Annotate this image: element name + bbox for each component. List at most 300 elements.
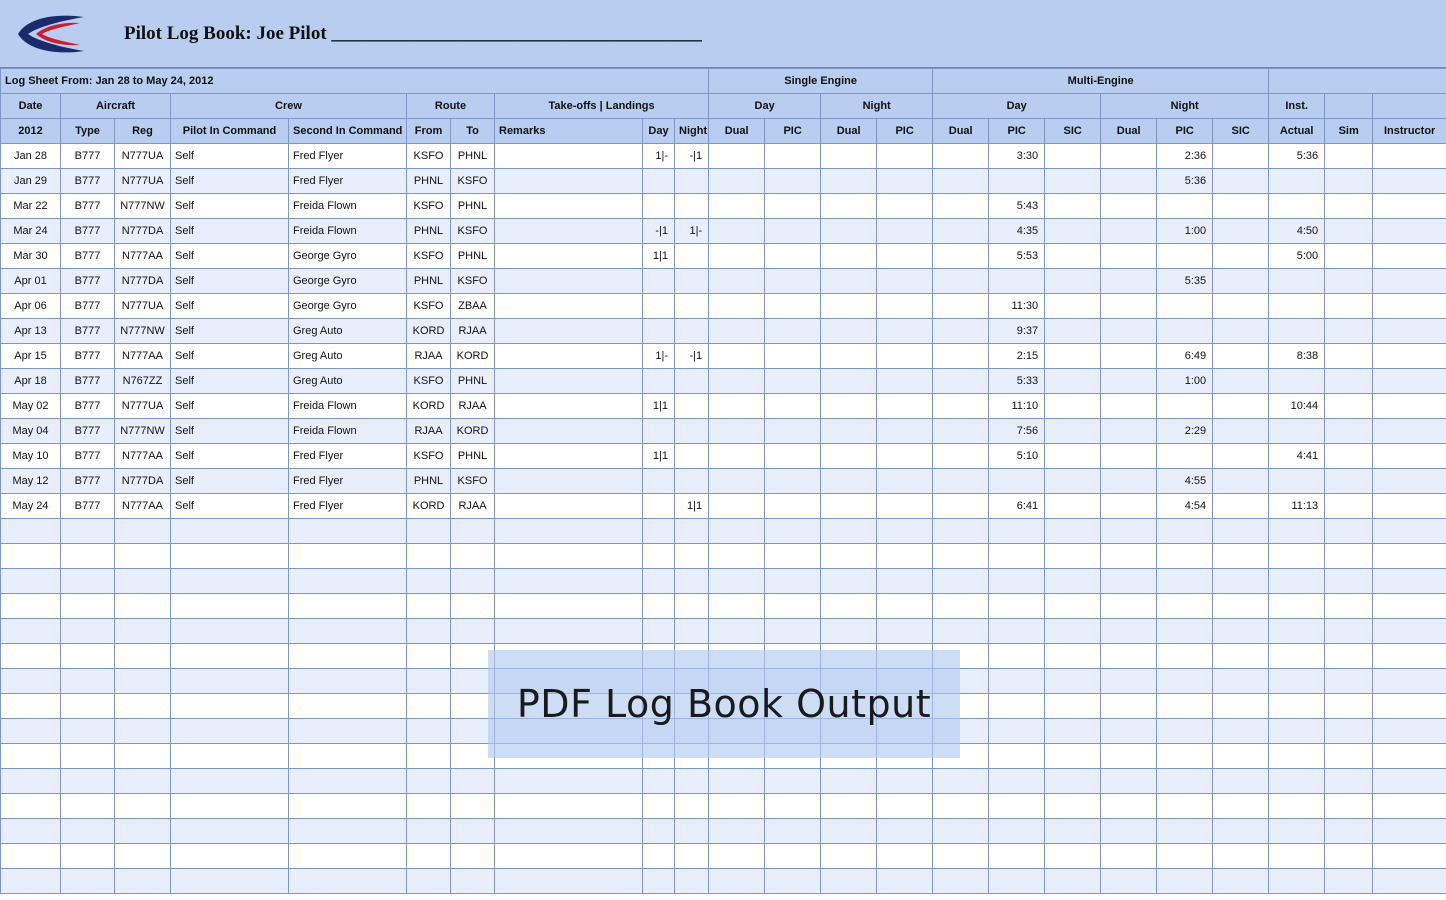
col-me-day-dual: Dual [933, 119, 989, 144]
table-row-empty[interactable] [1, 794, 1446, 819]
cell-type: B777 [61, 294, 115, 319]
cell-se-night-dual [821, 469, 877, 494]
cell-empty [709, 744, 765, 769]
cell-to: KSFO [451, 469, 495, 494]
cell-empty [1213, 819, 1269, 844]
cell-empty [1269, 644, 1325, 669]
cell-empty [643, 544, 675, 569]
cell-empty [1269, 694, 1325, 719]
cell-second-in-command: Fred Flyer [289, 144, 407, 169]
cell-to: RJAA [451, 319, 495, 344]
cell-se-night-dual [821, 394, 877, 419]
cell-tl-day: 1|1 [643, 444, 675, 469]
group-me-night: Night [1101, 94, 1269, 119]
table-row[interactable] [1, 194, 1446, 219]
cell-inst-actual: 11:13 [1269, 494, 1325, 519]
cell-me-day-dual [933, 469, 989, 494]
cell-remarks [495, 319, 643, 344]
cell-pilot-in-command: Self [171, 319, 289, 344]
table-row-empty[interactable] [1, 744, 1446, 769]
cell-inst-sim [1325, 469, 1373, 494]
cell-from: KORD [407, 319, 451, 344]
cell-to: RJAA [451, 394, 495, 419]
cell-from: PHNL [407, 469, 451, 494]
cell-me-night-pic [1157, 294, 1213, 319]
cell-empty [989, 794, 1045, 819]
col-second-in-command: Second In Command [289, 119, 407, 144]
cell-empty [451, 619, 495, 644]
table-row-empty[interactable] [1, 769, 1446, 794]
cell-me-day-sic [1045, 219, 1101, 244]
cell-to: KORD [451, 344, 495, 369]
cell-empty [821, 844, 877, 869]
group-header-row [1, 94, 1446, 119]
cell-se-night-dual [821, 294, 877, 319]
cell-empty [1, 819, 61, 844]
cell-empty [1373, 794, 1446, 819]
cell-me-day-dual [933, 369, 989, 394]
cell-se-night-dual [821, 144, 877, 169]
cell-empty [1373, 744, 1446, 769]
cell-empty [989, 544, 1045, 569]
cell-empty [1269, 844, 1325, 869]
cell-empty [61, 744, 115, 769]
col-instructor: Instructor [1373, 119, 1446, 144]
group-blank-instructor [1373, 94, 1446, 119]
cell-tl-day [643, 294, 675, 319]
cell-remarks [495, 294, 643, 319]
cell-empty [765, 769, 821, 794]
cell-empty [1101, 569, 1157, 594]
cell-empty [765, 744, 821, 769]
cell-empty [709, 719, 765, 744]
cell-empty [933, 769, 989, 794]
cell-me-night-pic: 2:29 [1157, 419, 1213, 444]
watermark-label: PDF Log Book Output [516, 682, 932, 726]
cell-se-night-dual [821, 369, 877, 394]
cell-tl-night [675, 269, 709, 294]
cell-se-day-pic [765, 194, 821, 219]
cell-se-night-pic [877, 369, 933, 394]
cell-empty [171, 619, 289, 644]
cell-empty [989, 694, 1045, 719]
table-row[interactable] [1, 344, 1446, 369]
cell-empty [495, 694, 643, 719]
cell-date: Mar 22 [1, 194, 61, 219]
cell-empty [821, 769, 877, 794]
cell-empty [1, 569, 61, 594]
table-row[interactable] [1, 244, 1446, 269]
cell-empty [1045, 869, 1101, 894]
cell-empty [115, 594, 171, 619]
cell-from: KORD [407, 394, 451, 419]
cell-se-night-dual [821, 419, 877, 444]
cell-empty [933, 569, 989, 594]
cell-empty [289, 769, 407, 794]
cell-empty [933, 869, 989, 894]
cell-inst-sim [1325, 394, 1373, 419]
cell-me-night-dual [1101, 194, 1157, 219]
cell-me-day-sic [1045, 294, 1101, 319]
cell-empty [1213, 619, 1269, 644]
cell-empty [933, 719, 989, 744]
cell-tl-day: 1|1 [643, 244, 675, 269]
cell-empty [289, 844, 407, 869]
cell-me-night-dual [1101, 469, 1157, 494]
cell-empty [1373, 844, 1446, 869]
cell-empty [1213, 694, 1269, 719]
cell-inst-sim [1325, 169, 1373, 194]
cell-empty [989, 519, 1045, 544]
cell-empty [495, 544, 643, 569]
cell-empty [1, 594, 61, 619]
cell-empty [1269, 569, 1325, 594]
cell-empty [1101, 594, 1157, 619]
cell-type: B777 [61, 194, 115, 219]
cell-me-night-pic [1157, 394, 1213, 419]
table-row-empty[interactable] [1, 619, 1446, 644]
cell-se-day-dual [709, 269, 765, 294]
cell-empty [1325, 769, 1373, 794]
cell-empty [709, 569, 765, 594]
cell-me-day-sic [1045, 269, 1101, 294]
cell-empty [675, 794, 709, 819]
cell-empty [289, 719, 407, 744]
table-row-empty[interactable] [1, 569, 1446, 594]
cell-me-day-pic: 5:43 [989, 194, 1045, 219]
cell-se-day-dual [709, 294, 765, 319]
cell-empty [1373, 544, 1446, 569]
band-blank [1269, 69, 1446, 94]
cell-se-day-dual [709, 319, 765, 344]
table-row-empty[interactable] [1, 819, 1446, 844]
cell-empty [709, 819, 765, 844]
cell-tl-day [643, 494, 675, 519]
cell-empty [171, 569, 289, 594]
cell-remarks [495, 244, 643, 269]
table-row[interactable] [1, 169, 1446, 194]
cell-empty [1373, 869, 1446, 894]
cell-empty [1101, 519, 1157, 544]
cell-empty [933, 819, 989, 844]
cell-empty [765, 669, 821, 694]
cell-empty [1325, 619, 1373, 644]
cell-reg: N777AA [115, 494, 171, 519]
cell-se-night-dual [821, 344, 877, 369]
cell-empty [1213, 594, 1269, 619]
cell-empty [709, 594, 765, 619]
cell-inst-actual: 5:36 [1269, 144, 1325, 169]
cell-remarks [495, 444, 643, 469]
cell-type: B777 [61, 469, 115, 494]
cell-me-night-sic [1213, 319, 1269, 344]
cell-empty [1045, 744, 1101, 769]
logbook-rows [1, 144, 1446, 894]
cell-empty [765, 694, 821, 719]
cell-me-night-sic [1213, 294, 1269, 319]
cell-empty [1269, 594, 1325, 619]
cell-me-night-pic: 1:00 [1157, 219, 1213, 244]
cell-empty [1157, 519, 1213, 544]
table-row[interactable] [1, 219, 1446, 244]
cell-empty [451, 694, 495, 719]
cell-empty [171, 844, 289, 869]
cell-tl-day: 1|- [643, 144, 675, 169]
cell-to: PHNL [451, 444, 495, 469]
col-tl-night: Night [675, 119, 709, 144]
cell-reg: N777AA [115, 444, 171, 469]
group-inst: Inst. [1269, 94, 1325, 119]
cell-me-day-dual [933, 194, 989, 219]
cell-me-day-dual [933, 394, 989, 419]
cell-se-day-dual [709, 219, 765, 244]
table-row[interactable] [1, 419, 1446, 444]
cell-se-day-pic [765, 444, 821, 469]
cell-empty [709, 694, 765, 719]
cell-empty [495, 719, 643, 744]
cell-empty [171, 769, 289, 794]
cell-empty [1325, 594, 1373, 619]
cell-me-night-dual [1101, 244, 1157, 269]
cell-se-day-pic [765, 269, 821, 294]
log-sheet-range: Log Sheet From: Jan 28 to May 24, 2012 [1, 69, 709, 94]
cell-date: Apr 15 [1, 344, 61, 369]
cell-se-night-pic [877, 294, 933, 319]
table-row[interactable] [1, 394, 1446, 419]
cell-empty [821, 569, 877, 594]
table-row-empty[interactable] [1, 719, 1446, 744]
cell-se-day-pic [765, 344, 821, 369]
cell-me-night-dual [1101, 494, 1157, 519]
table-row-empty[interactable] [1, 644, 1446, 669]
cell-second-in-command: Fred Flyer [289, 444, 407, 469]
cell-empty [1, 844, 61, 869]
cell-empty [1325, 544, 1373, 569]
cell-empty [1101, 819, 1157, 844]
cell-empty [1045, 794, 1101, 819]
cell-empty [61, 619, 115, 644]
cell-empty [675, 869, 709, 894]
cell-empty [821, 544, 877, 569]
cell-to: RJAA [451, 494, 495, 519]
cell-inst-actual [1269, 419, 1325, 444]
cell-empty [407, 644, 451, 669]
cell-from: RJAA [407, 419, 451, 444]
cell-empty [989, 569, 1045, 594]
cell-empty [765, 869, 821, 894]
cell-se-night-dual [821, 444, 877, 469]
group-se-night: Night [821, 94, 933, 119]
cell-empty [1157, 819, 1213, 844]
cell-pilot-in-command: Self [171, 344, 289, 369]
cell-empty [877, 594, 933, 619]
cell-empty [451, 794, 495, 819]
cell-empty [1269, 719, 1325, 744]
cell-empty [1157, 694, 1213, 719]
cell-date: Jan 29 [1, 169, 61, 194]
cell-empty [1045, 694, 1101, 719]
cell-empty [289, 744, 407, 769]
cell-empty [877, 544, 933, 569]
cell-tl-night [675, 419, 709, 444]
cell-empty [451, 819, 495, 844]
cell-empty [1157, 744, 1213, 769]
cell-empty [1, 694, 61, 719]
col-se-day-dual: Dual [709, 119, 765, 144]
cell-inst-actual: 10:44 [1269, 394, 1325, 419]
cell-tl-day [643, 194, 675, 219]
table-row[interactable] [1, 369, 1446, 394]
cell-empty [495, 794, 643, 819]
cell-instructor [1373, 494, 1446, 519]
cell-me-night-sic [1213, 169, 1269, 194]
table-row[interactable] [1, 294, 1446, 319]
cell-inst-actual [1269, 369, 1325, 394]
cell-empty [451, 569, 495, 594]
cell-empty [709, 644, 765, 669]
cell-second-in-command: George Gyro [289, 269, 407, 294]
cell-empty [407, 844, 451, 869]
cell-se-day-pic [765, 469, 821, 494]
cell-empty [495, 769, 643, 794]
cell-empty [877, 569, 933, 594]
cell-empty [1325, 869, 1373, 894]
cell-tl-night [675, 369, 709, 394]
cell-me-day-pic: 11:30 [989, 294, 1045, 319]
cell-empty [407, 744, 451, 769]
cell-empty [821, 669, 877, 694]
cell-empty [675, 719, 709, 744]
cell-empty [1, 519, 61, 544]
cell-inst-actual [1269, 194, 1325, 219]
cell-instructor [1373, 344, 1446, 369]
table-row-empty[interactable] [1, 594, 1446, 619]
table-row-empty[interactable] [1, 844, 1446, 869]
cell-instructor [1373, 269, 1446, 294]
cell-remarks [495, 144, 643, 169]
group-aircraft: Aircraft [61, 94, 171, 119]
table-row[interactable] [1, 144, 1446, 169]
cell-me-day-sic [1045, 169, 1101, 194]
cell-empty [1157, 669, 1213, 694]
cell-me-night-dual [1101, 169, 1157, 194]
table-row[interactable] [1, 469, 1446, 494]
cell-empty [61, 819, 115, 844]
cell-tl-day: -|1 [643, 219, 675, 244]
cell-empty [675, 644, 709, 669]
cell-inst-sim [1325, 244, 1373, 269]
cell-se-day-dual [709, 344, 765, 369]
cell-se-night-pic [877, 144, 933, 169]
column-header-row [1, 119, 1446, 144]
table-row[interactable] [1, 269, 1446, 294]
cell-me-night-pic [1157, 194, 1213, 219]
cell-pilot-in-command: Self [171, 394, 289, 419]
cell-remarks [495, 494, 643, 519]
cell-empty [1045, 644, 1101, 669]
table-row-empty[interactable] [1, 669, 1446, 694]
table-row-empty[interactable] [1, 519, 1446, 544]
group-crew: Crew [171, 94, 407, 119]
cell-empty [1213, 769, 1269, 794]
cell-reg: N767ZZ [115, 369, 171, 394]
cell-inst-sim [1325, 319, 1373, 344]
cell-empty [1045, 544, 1101, 569]
table-row-empty[interactable] [1, 869, 1446, 894]
cell-empty [1157, 544, 1213, 569]
cell-empty [1045, 844, 1101, 869]
table-row-empty[interactable] [1, 694, 1446, 719]
cell-empty [1213, 669, 1269, 694]
cell-empty [61, 869, 115, 894]
cell-empty [289, 694, 407, 719]
table-row[interactable] [1, 494, 1446, 519]
cell-empty [289, 619, 407, 644]
cell-tl-night [675, 319, 709, 344]
cell-me-night-pic: 5:35 [1157, 269, 1213, 294]
cell-empty [1045, 519, 1101, 544]
cell-pilot-in-command: Self [171, 269, 289, 294]
cell-instructor [1373, 419, 1446, 444]
col-inst-sim: Sim [1325, 119, 1373, 144]
cell-tl-night: 1|1 [675, 494, 709, 519]
cell-empty [407, 619, 451, 644]
cell-to: PHNL [451, 144, 495, 169]
cell-empty [1101, 669, 1157, 694]
cell-empty [643, 644, 675, 669]
table-row[interactable] [1, 444, 1446, 469]
cell-se-night-dual [821, 319, 877, 344]
cell-me-day-dual [933, 419, 989, 444]
cell-me-night-pic: 4:54 [1157, 494, 1213, 519]
cell-to: KSFO [451, 269, 495, 294]
cell-empty [709, 669, 765, 694]
cell-type: B777 [61, 419, 115, 444]
cell-type: B777 [61, 244, 115, 269]
cell-inst-actual [1269, 169, 1325, 194]
cell-empty [451, 519, 495, 544]
cell-empty [1213, 569, 1269, 594]
col-inst-actual: Actual [1269, 119, 1325, 144]
table-row[interactable] [1, 319, 1446, 344]
cell-second-in-command: Fred Flyer [289, 494, 407, 519]
page-header [0, 0, 1446, 68]
cell-empty [407, 694, 451, 719]
cell-to: KORD [451, 419, 495, 444]
cell-inst-actual [1269, 469, 1325, 494]
cell-empty [289, 544, 407, 569]
cell-empty [877, 694, 933, 719]
cell-second-in-command: Freida Flown [289, 219, 407, 244]
cell-empty [407, 819, 451, 844]
cell-empty [821, 519, 877, 544]
cell-pilot-in-command: Self [171, 469, 289, 494]
cell-empty [1269, 619, 1325, 644]
cell-empty [1269, 794, 1325, 819]
cell-empty [765, 719, 821, 744]
cell-empty [407, 719, 451, 744]
col-remarks: Remarks [495, 119, 643, 144]
cell-se-night-dual [821, 219, 877, 244]
table-row-empty[interactable] [1, 544, 1446, 569]
cell-empty [451, 544, 495, 569]
cell-instructor [1373, 244, 1446, 269]
cell-empty [1157, 594, 1213, 619]
col-pilot-in-command: Pilot In Command [171, 119, 289, 144]
cell-empty [643, 844, 675, 869]
cell-pilot-in-command: Self [171, 294, 289, 319]
cell-empty [989, 869, 1045, 894]
